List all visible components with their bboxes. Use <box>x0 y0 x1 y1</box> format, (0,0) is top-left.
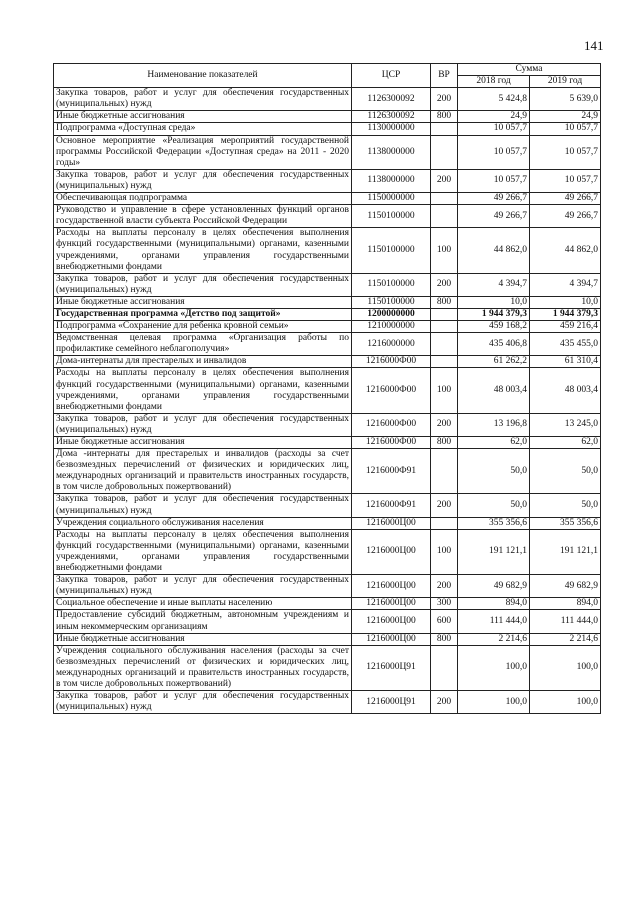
row-vr: 200 <box>431 273 458 296</box>
row-name: Подпрограмма «Сохранение для ребенка кровной семьи» <box>54 321 352 333</box>
row-sum-2018: 50,0 <box>458 449 530 494</box>
row-sum-2018: 50,0 <box>458 494 530 517</box>
row-csr: 1216000000 <box>352 333 431 356</box>
row-sum-2019: 50,0 <box>530 449 601 494</box>
row-sum-2018: 100,0 <box>458 645 530 690</box>
row-sum-2018: 61 262,2 <box>458 356 530 368</box>
row-vr: 100 <box>431 368 458 413</box>
table-row <box>54 193 601 205</box>
table-row <box>54 517 601 529</box>
row-sum-2018: 44 862,0 <box>458 228 530 273</box>
row-sum-2019: 48 003,4 <box>530 368 601 413</box>
row-name: Дома-интернаты для престарелых и инвалидов <box>54 356 352 368</box>
row-name: Иные бюджетные ассигнования <box>54 633 352 645</box>
row-name: Расходы на выплаты персоналу в целях обеспечения выполнения функций государственными (муниципальными) органами, казенными учреждениями, органами управления государственными внебюджетными фондами <box>54 368 352 413</box>
row-name: Иные бюджетные ассигнования <box>54 437 352 449</box>
row-vr: 800 <box>431 437 458 449</box>
row-vr <box>431 449 458 494</box>
table-row <box>54 633 601 645</box>
row-csr: 1126300092 <box>352 88 431 111</box>
row-name: Основное мероприятие «Реализация мероприятий государственной программы Российской Федерации «Доступная среда» на 2011 - 2020 годы» <box>54 135 352 169</box>
row-vr: 200 <box>431 413 458 436</box>
table-row <box>54 273 601 296</box>
row-vr: 100 <box>431 228 458 273</box>
table-row <box>54 494 601 517</box>
budget-table <box>53 63 601 714</box>
row-vr: 200 <box>431 169 458 192</box>
row-sum-2019: 62,0 <box>530 437 601 449</box>
table-row <box>54 598 601 610</box>
row-sum-2019: 10 057,7 <box>530 123 601 135</box>
row-vr: 100 <box>431 529 458 574</box>
row-csr: 1138000000 <box>352 169 431 192</box>
row-csr: 1216000Ф91 <box>352 494 431 517</box>
row-sum-2018: 49 266,7 <box>458 193 530 205</box>
row-name: Закупка товаров, работ и услуг для обеспечения государственных (муниципальных) нужд <box>54 413 352 436</box>
row-name: Учреждения социального обслуживания населения <box>54 517 352 529</box>
row-csr: 1200000000 <box>352 308 431 320</box>
row-vr: 200 <box>431 494 458 517</box>
row-csr: 1150000000 <box>352 193 431 205</box>
row-sum-2019: 894,0 <box>530 598 601 610</box>
row-csr: 1216000Ц00 <box>352 610 431 633</box>
header-year-2018: 2018 год <box>458 76 530 88</box>
row-sum-2018: 5 424,8 <box>458 88 530 111</box>
row-csr: 1216000Ф91 <box>352 449 431 494</box>
header-vr: ВР <box>431 64 458 88</box>
row-csr: 1216000Ф00 <box>352 356 431 368</box>
header-csr: ЦСР <box>352 64 431 88</box>
row-csr: 1130000000 <box>352 123 431 135</box>
row-sum-2019: 4 394,7 <box>530 273 601 296</box>
row-sum-2019: 191 121,1 <box>530 529 601 574</box>
row-vr <box>431 193 458 205</box>
page-number: 141 <box>584 38 604 53</box>
row-name: Дома -интернаты для престарелых и инвалидов (расходы за счет безвозмездных перечислений от физических и юридических лиц, международных организаций и правительств иностранных государств, в том числе добровольных пожертвований) <box>54 449 352 494</box>
row-sum-2018: 2 214,6 <box>458 633 530 645</box>
row-sum-2019: 10 057,7 <box>530 135 601 169</box>
row-name: Обеспечивающая подпрограмма <box>54 193 352 205</box>
row-name: Иные бюджетные ассигнования <box>54 296 352 308</box>
row-sum-2018: 435 406,8 <box>458 333 530 356</box>
row-csr: 1216000Ц00 <box>352 517 431 529</box>
row-csr: 1216000Ц00 <box>352 575 431 598</box>
table-row <box>54 368 601 413</box>
row-name: Подпрограмма «Доступная среда» <box>54 123 352 135</box>
row-name: Закупка товаров, работ и услуг для обеспечения государственных (муниципальных) нужд <box>54 494 352 517</box>
row-name: Закупка товаров, работ и услуг для обеспечения государственных (муниципальных) нужд <box>54 88 352 111</box>
row-name: Учреждения социального обслуживания населения (расходы за счет безвозмездных перечислений от физических и юридических лиц, международных организаций и правительств иностранных государств, в том числе добровольных пожертвований) <box>54 645 352 690</box>
row-name: Расходы на выплаты персоналу в целях обеспечения выполнения функций государственными (муниципальными) органами, казенными учреждениями, органами управления государственными внебюджетными фондами <box>54 529 352 574</box>
row-name: Закупка товаров, работ и услуг для обеспечения государственных (муниципальных) нужд <box>54 691 352 714</box>
row-csr: 1216000Ц91 <box>352 691 431 714</box>
row-sum-2019: 2 214,6 <box>530 633 601 645</box>
row-sum-2018: 894,0 <box>458 598 530 610</box>
row-sum-2018: 49 266,7 <box>458 205 530 228</box>
table-row <box>54 135 601 169</box>
row-sum-2018: 100,0 <box>458 691 530 714</box>
row-csr: 1126300092 <box>352 111 431 123</box>
row-csr: 1216000Ф00 <box>352 413 431 436</box>
row-name: Закупка товаров, работ и услуг для обеспечения государственных (муниципальных) нужд <box>54 575 352 598</box>
row-csr: 1138000000 <box>352 135 431 169</box>
row-sum-2019: 50,0 <box>530 494 601 517</box>
row-vr: 800 <box>431 633 458 645</box>
row-sum-2019: 49 682,9 <box>530 575 601 598</box>
row-sum-2018: 10 057,7 <box>458 169 530 192</box>
row-vr <box>431 645 458 690</box>
row-name: Закупка товаров, работ и услуг для обеспечения государственных (муниципальных) нужд <box>54 169 352 192</box>
table-row <box>54 111 601 123</box>
header-sum: Сумма <box>458 64 601 76</box>
table-row <box>54 645 601 690</box>
row-vr: 300 <box>431 598 458 610</box>
row-sum-2019: 100,0 <box>530 691 601 714</box>
row-vr <box>431 517 458 529</box>
table-row <box>54 123 601 135</box>
table-row <box>54 413 601 436</box>
table-row <box>54 529 601 574</box>
row-vr: 800 <box>431 296 458 308</box>
row-vr <box>431 135 458 169</box>
row-csr: 1210000000 <box>352 321 431 333</box>
row-vr <box>431 333 458 356</box>
row-csr: 1150100000 <box>352 296 431 308</box>
row-sum-2019: 435 455,0 <box>530 333 601 356</box>
row-sum-2019: 49 266,7 <box>530 193 601 205</box>
row-name: Руководство и управление в сфере установленных функций органов государственной власти субъекта Российской Федерации <box>54 205 352 228</box>
row-sum-2019: 100,0 <box>530 645 601 690</box>
row-vr <box>431 356 458 368</box>
row-csr: 1150100000 <box>352 273 431 296</box>
row-sum-2018: 48 003,4 <box>458 368 530 413</box>
row-vr: 200 <box>431 575 458 598</box>
row-sum-2018: 10,0 <box>458 296 530 308</box>
table-row <box>54 575 601 598</box>
row-sum-2019: 355 356,6 <box>530 517 601 529</box>
row-vr <box>431 321 458 333</box>
row-sum-2018: 10 057,7 <box>458 123 530 135</box>
row-vr: 600 <box>431 610 458 633</box>
row-vr: 200 <box>431 88 458 111</box>
row-csr: 1150100000 <box>352 205 431 228</box>
table-row <box>54 449 601 494</box>
row-vr <box>431 123 458 135</box>
row-vr: 200 <box>431 691 458 714</box>
table-row <box>54 169 601 192</box>
row-sum-2019: 44 862,0 <box>530 228 601 273</box>
row-name: Государственная программа «Детство под защитой» <box>54 308 352 320</box>
row-csr: 1150100000 <box>352 228 431 273</box>
row-name: Ведомственная целевая программа «Организация работы по профилактике семейного неблагополучия» <box>54 333 352 356</box>
row-sum-2018: 191 121,1 <box>458 529 530 574</box>
table-row <box>54 321 601 333</box>
row-sum-2018: 62,0 <box>458 437 530 449</box>
row-sum-2018: 355 356,6 <box>458 517 530 529</box>
row-sum-2018: 24,9 <box>458 111 530 123</box>
row-sum-2018: 10 057,7 <box>458 135 530 169</box>
row-sum-2018: 111 444,0 <box>458 610 530 633</box>
row-name: Закупка товаров, работ и услуг для обеспечения государственных (муниципальных) нужд <box>54 273 352 296</box>
row-sum-2019: 10 057,7 <box>530 169 601 192</box>
table-row <box>54 356 601 368</box>
row-sum-2019: 459 216,4 <box>530 321 601 333</box>
row-sum-2019: 111 444,0 <box>530 610 601 633</box>
row-vr: 800 <box>431 111 458 123</box>
row-sum-2019: 5 639,0 <box>530 88 601 111</box>
table-row <box>54 437 601 449</box>
row-name: Предоставление субсидий бюджетным, автономным учреждениям и иным некоммерческим организациям <box>54 610 352 633</box>
row-sum-2018: 13 196,8 <box>458 413 530 436</box>
table-body <box>54 88 601 714</box>
row-csr: 1216000Ц00 <box>352 598 431 610</box>
row-sum-2019: 49 266,7 <box>530 205 601 228</box>
row-name: Иные бюджетные ассигнования <box>54 111 352 123</box>
table-row <box>54 610 601 633</box>
table-header <box>54 64 601 88</box>
row-sum-2018: 49 682,9 <box>458 575 530 598</box>
row-sum-2018: 459 168,2 <box>458 321 530 333</box>
row-vr <box>431 205 458 228</box>
row-sum-2018: 1 944 379,3 <box>458 308 530 320</box>
row-csr: 1216000Ц00 <box>352 633 431 645</box>
row-csr: 1216000Ц00 <box>352 529 431 574</box>
header-year-2019: 2019 год <box>530 76 601 88</box>
row-name: Расходы на выплаты персоналу в целях обеспечения выполнения функций государственными (муниципальными) органами, казенными учреждениями, органами управления государственными внебюджетными фондами <box>54 228 352 273</box>
row-sum-2018: 4 394,7 <box>458 273 530 296</box>
header-name: Наименование показателей <box>54 64 352 88</box>
row-sum-2019: 61 310,4 <box>530 356 601 368</box>
row-sum-2019: 24,9 <box>530 111 601 123</box>
table-row <box>54 691 601 714</box>
row-sum-2019: 13 245,0 <box>530 413 601 436</box>
row-sum-2019: 1 944 379,3 <box>530 308 601 320</box>
row-sum-2019: 10,0 <box>530 296 601 308</box>
table-row <box>54 88 601 111</box>
row-vr <box>431 308 458 320</box>
table-row <box>54 296 601 308</box>
table-row <box>54 205 601 228</box>
row-csr: 1216000Ц91 <box>352 645 431 690</box>
table-row <box>54 308 601 320</box>
table-row <box>54 228 601 273</box>
table-row <box>54 333 601 356</box>
row-csr: 1216000Ф00 <box>352 368 431 413</box>
row-csr: 1216000Ф00 <box>352 437 431 449</box>
row-name: Социальное обеспечение и иные выплаты населению <box>54 598 352 610</box>
